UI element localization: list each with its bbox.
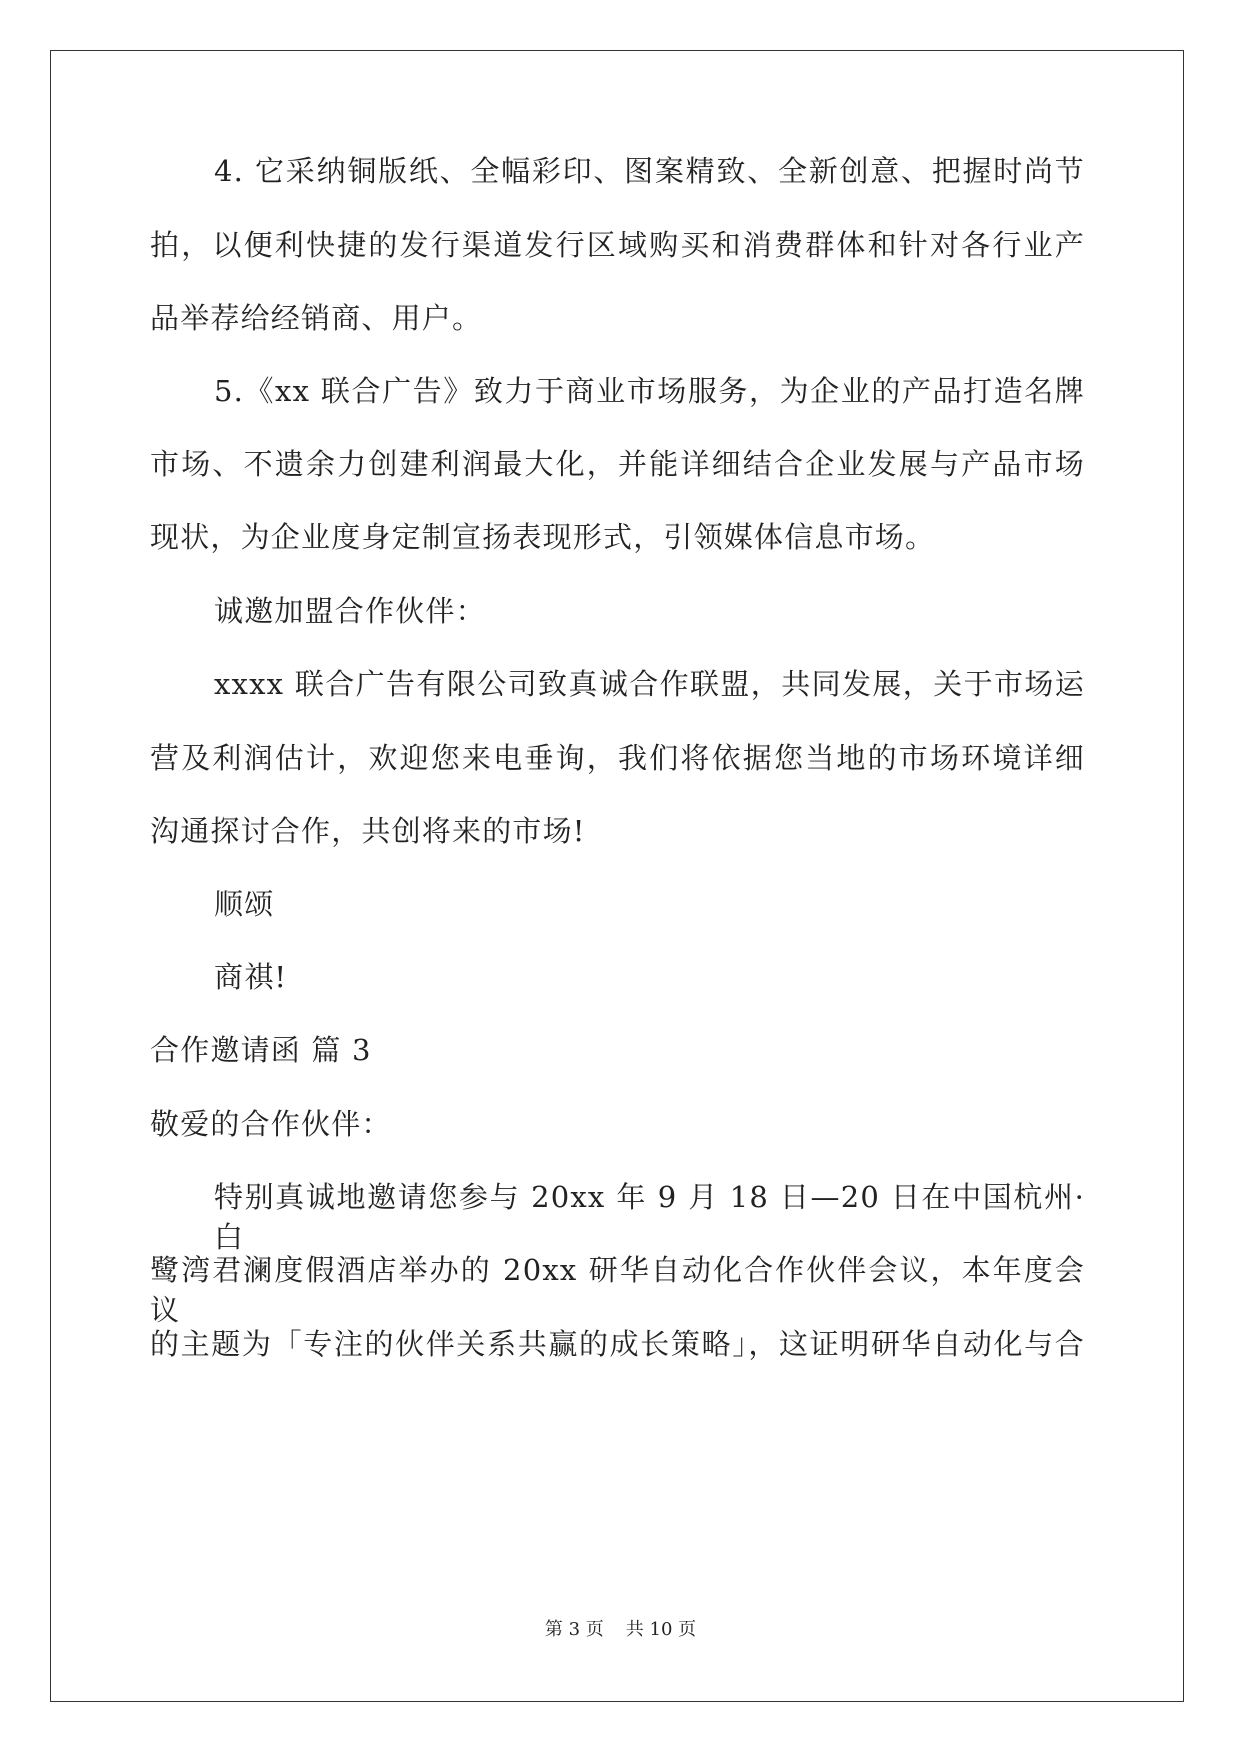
section-title: 合作邀请函 篇 3 xyxy=(150,1033,372,1067)
paragraph-5-line-3: 现状，为企业度身定制宣扬表现形式，引领媒体信息市场。 xyxy=(150,520,936,554)
company-paragraph-line-3: 沟通探讨合作，共创将来的市场! xyxy=(150,814,586,848)
paragraph-5-line-1: 5.《xx 联合广告》致力于商业市场服务，为企业的产品打造名牌 xyxy=(214,374,1085,408)
paragraph-4-line-2: 拍，以便利快捷的发行渠道发行区域购买和消费群体和针对各行业产 xyxy=(150,228,1085,262)
page-total: 共 10 页 xyxy=(625,1619,697,1640)
closing-greeting: 顺颂 xyxy=(214,887,275,921)
invitation-heading: 诚邀加盟合作伙伴： xyxy=(214,594,486,628)
company-paragraph-line-1: xxxx 联合广告有限公司致真诚合作联盟，共同发展，关于市场运 xyxy=(214,667,1085,701)
paragraph-5-line-2: 市场、不遗余力创建利润最大化，并能详细结合企业发展与产品市场 xyxy=(150,447,1085,481)
paragraph-4-line-3: 品举荐给经销商、用户。 xyxy=(150,301,483,335)
paragraph-4-line-1: 4. 它采纳铜版纸、全幅彩印、图案精致、全新创意、把握时尚节 xyxy=(214,154,1085,188)
conference-paragraph-line-3: 的主题为「专注的伙伴关系共赢的成长策略」，这证明研华自动化与合 xyxy=(150,1327,1085,1361)
conference-paragraph-line-1: 特别真诚地邀请您参与 20xx 年 9 月 18 日—20 日在中国杭州·白 xyxy=(214,1180,1085,1254)
closing-wish: 商祺! xyxy=(214,960,288,994)
company-paragraph-line-2: 营及利润估计，欢迎您来电垂询，我们将依据您当地的市场环境详细 xyxy=(150,741,1085,775)
page-footer xyxy=(0,1615,1241,1641)
salutation: 敬爱的合作伙伴： xyxy=(150,1107,392,1141)
page-number: 第 3 页 xyxy=(544,1619,604,1640)
conference-paragraph-line-2: 鹭湾君澜度假酒店举办的 20xx 研华自动化合作伙伴会议，本年度会议 xyxy=(150,1253,1085,1327)
